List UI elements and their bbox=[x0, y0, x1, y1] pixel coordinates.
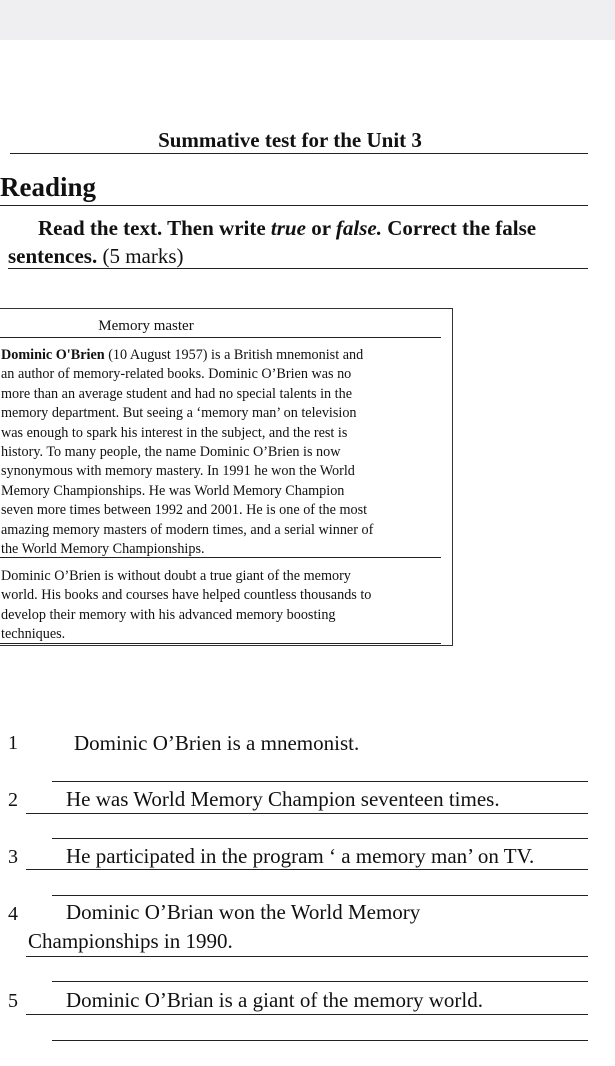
instructions-or-word: or bbox=[305, 216, 336, 240]
question-5-number: 5 bbox=[8, 990, 18, 1012]
section-title: Reading bbox=[0, 172, 97, 202]
instructions-marks: (5 marks) bbox=[97, 244, 184, 268]
instructions-false-word: false. bbox=[335, 216, 382, 240]
answer-line-1 bbox=[52, 781, 588, 782]
passage-title: Memory master bbox=[98, 318, 194, 334]
passage-line: develop their memory with his advanced memory boosting bbox=[1, 606, 336, 623]
instructions-part1: Read the text. Then write bbox=[38, 216, 271, 240]
passage-title-underline bbox=[0, 337, 441, 338]
passage-name: Dominic O'Brien bbox=[1, 347, 105, 363]
passage-line: Memory Championships. He was World Memory Champion bbox=[1, 482, 345, 499]
question-4-underline bbox=[26, 956, 588, 957]
passage-paragraph-2 bbox=[1, 567, 441, 645]
passage-line: world. His books and courses have helped countless thousands to bbox=[1, 587, 372, 604]
passage-line: an author of memory-related books. Dominic O’Brien was no bbox=[1, 366, 352, 383]
paragraph-divider bbox=[0, 557, 441, 558]
answer-line-5 bbox=[52, 1040, 588, 1041]
question-3-underline bbox=[26, 869, 588, 870]
title-underline bbox=[10, 153, 588, 154]
passage-line: was enough to spark his interest in the subject, and the rest is bbox=[1, 424, 348, 441]
passage-line: techniques. bbox=[1, 626, 66, 643]
answer-line-4 bbox=[52, 981, 588, 982]
passage-line: amazing memory masters of modern times, and a serial winner of bbox=[1, 521, 374, 538]
question-5-underline bbox=[26, 1014, 588, 1015]
passage-line: Dominic O’Brien is without doubt a true giant of the memory bbox=[1, 568, 351, 584]
passage-line: more than an average student and had no special talents in the bbox=[1, 385, 353, 402]
question-2-number: 2 bbox=[8, 789, 18, 811]
instructions-true-word: true bbox=[270, 216, 306, 240]
answer-line-3 bbox=[52, 895, 588, 896]
instructions-underline bbox=[8, 268, 588, 269]
question-5-text: Dominic O’Brian is a giant of the memory world. bbox=[66, 988, 483, 1012]
question-2-text: He was World Memory Champion seventeen times. bbox=[66, 787, 500, 811]
passage-line: (10 August 1957) is a British mnemonist and bbox=[104, 347, 364, 363]
passage-line: synonymous with memory mastery. In 1991 he won the World bbox=[1, 463, 355, 480]
question-4-text: Dominic O’Brian won the World Memory bbox=[66, 900, 421, 924]
passage-paragraph-1 bbox=[1, 346, 441, 559]
question-3-text: He participated in the program ‘ a memory man’ on TV. bbox=[66, 844, 535, 868]
passage-line: the World Memory Championships. bbox=[1, 541, 205, 558]
passage-line: memory department. But seeing a ‘memory man’ on television bbox=[1, 405, 357, 422]
instructions-part2: Correct the false bbox=[381, 216, 537, 240]
passage-line: seven more times between 1992 and 2001. He is one of the most bbox=[1, 502, 368, 519]
question-4-number: 4 bbox=[8, 903, 18, 925]
top-bar bbox=[0, 0, 615, 40]
question-4-text-line2: Championships in 1990. bbox=[28, 929, 233, 953]
instructions-line2: sentences. bbox=[8, 244, 98, 268]
question-3-number: 3 bbox=[8, 846, 18, 868]
instructions bbox=[8, 214, 588, 270]
answer-line-2 bbox=[52, 838, 588, 839]
question-2-underline bbox=[26, 813, 588, 814]
paragraph-2-underline bbox=[0, 643, 441, 644]
test-title: Summative test for the Unit 3 bbox=[158, 128, 422, 152]
passage-line: history. To many people, the name Dominic O’Brien is now bbox=[1, 444, 341, 461]
question-1-number: 1 bbox=[8, 732, 18, 754]
section-underline bbox=[0, 205, 588, 206]
question-1-text: Dominic O’Brien is a mnemonist. bbox=[74, 731, 360, 755]
